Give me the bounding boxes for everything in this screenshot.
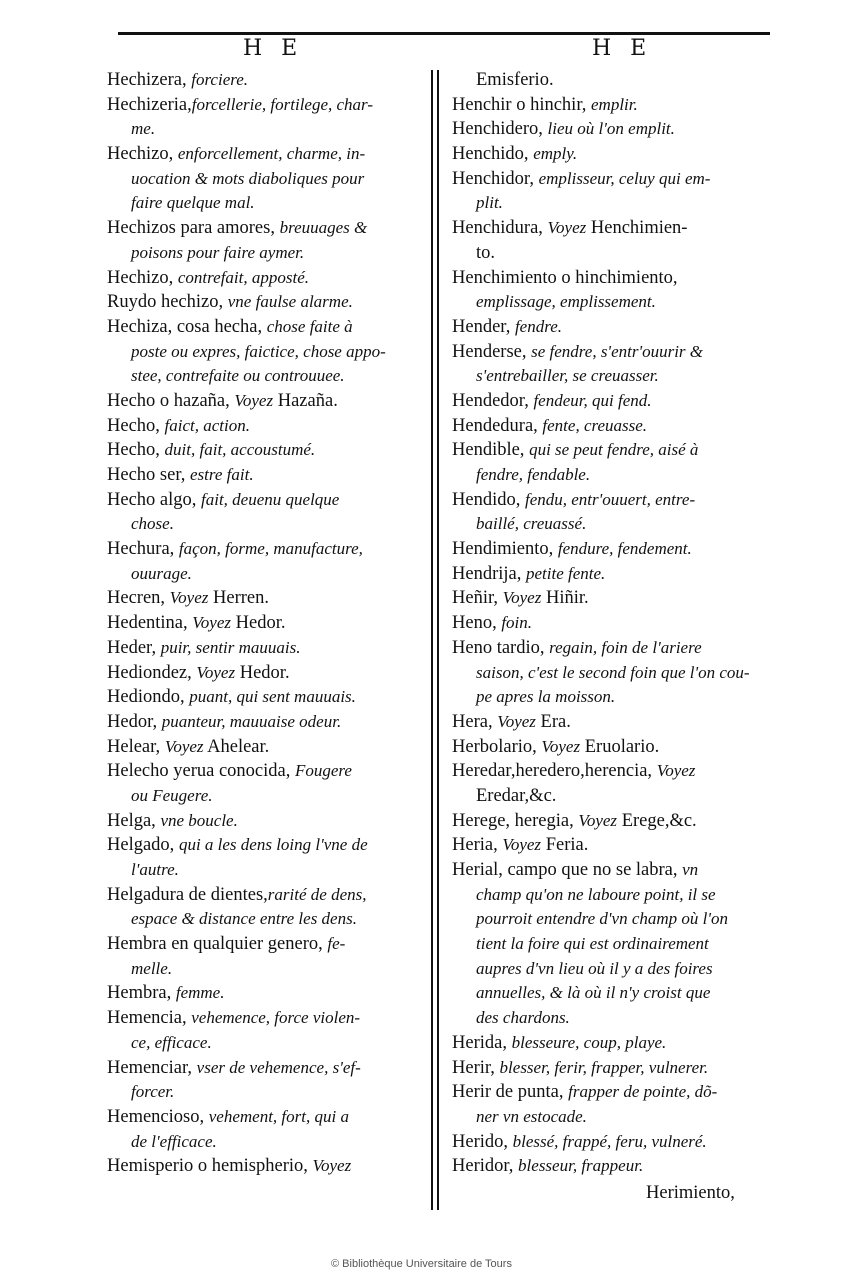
- dictionary-entry: [452, 735, 770, 760]
- dictionary-entry: [452, 488, 770, 513]
- headword: Helecho yerua conocida,: [107, 761, 295, 782]
- dictionary-entry: [107, 611, 425, 636]
- definition: annuelles, & là où il n'y croist que: [476, 983, 711, 1003]
- definition: baillé, creuassé.: [476, 514, 587, 534]
- definition: espace & distance entre les dens.: [131, 909, 357, 929]
- definition: Voyez: [578, 810, 618, 830]
- headword: Helgado,: [107, 835, 179, 856]
- dictionary-entry: [107, 290, 425, 315]
- dictionary-entry: [107, 266, 425, 291]
- headword: Helgadura de dientes,: [107, 884, 268, 905]
- entry-continuation-line: [452, 68, 770, 93]
- dictionary-entry: [452, 858, 770, 883]
- definition: vehement, fort, qui a: [208, 1106, 349, 1126]
- definition: s'entrebailler, se creuasser.: [476, 366, 659, 386]
- running-head-left: H E: [243, 36, 304, 61]
- entry-continuation-line: [452, 463, 770, 488]
- cross-reference: Hazaña.: [273, 390, 338, 411]
- left-column: [107, 68, 425, 1179]
- headword: Henchidero,: [452, 119, 548, 140]
- entry-continuation-line: [107, 117, 425, 142]
- definition: fendre.: [514, 316, 563, 336]
- headword: Hemenciar,: [107, 1057, 197, 1078]
- headword: Hembra en qualquier genero,: [107, 934, 328, 955]
- definition: faire quelque mal.: [131, 193, 255, 213]
- entry-continuation-line: [452, 932, 770, 957]
- dictionary-entry: [107, 463, 425, 488]
- headword: Hecho ser,: [107, 465, 190, 485]
- headword: Hemisperio o hemispherio,: [107, 1156, 313, 1177]
- headword: Hemencia,: [107, 1008, 192, 1029]
- headword: Herbolario,: [452, 736, 542, 757]
- cross-reference: Erege,&c.: [617, 810, 697, 831]
- definition: enforcellement, charme, in-: [177, 144, 366, 164]
- headword: Helear,: [107, 736, 165, 757]
- definition: Voyez: [312, 1156, 352, 1176]
- headword: Heno,: [452, 613, 502, 634]
- definition: puir, sentir mauuais.: [160, 637, 301, 657]
- definition: aupres d'vn lieu où il y a des foires: [476, 958, 713, 978]
- definition: ner vn estocade.: [476, 1106, 587, 1126]
- dictionary-entry: [107, 315, 425, 340]
- definition: vne faulse alarme.: [227, 292, 353, 312]
- entry-continuation-line: [107, 1031, 425, 1056]
- column-divider: [437, 70, 439, 1210]
- dictionary-entry: [452, 833, 770, 858]
- headword: Ruydo hechizo,: [107, 292, 228, 313]
- headword: Henchimiento o hinchimiento,: [452, 267, 678, 288]
- headword: to.: [476, 242, 496, 263]
- dictionary-entry: [452, 438, 770, 463]
- definition: emplir.: [591, 94, 638, 114]
- dictionary-entry: [452, 1080, 770, 1105]
- definition: poste ou expres, faictice, chose appo-: [131, 341, 386, 361]
- dictionary-entry: [107, 216, 425, 241]
- definition: plit.: [476, 193, 503, 213]
- dictionary-entry: [107, 932, 425, 957]
- dictionary-entry: [452, 537, 770, 562]
- entry-continuation-line: [452, 191, 770, 216]
- definition: Voyez: [234, 390, 274, 410]
- definition: vn: [682, 860, 699, 879]
- definition: blesseur, frappeur.: [518, 1156, 644, 1176]
- definition: fendeur, qui fend.: [533, 390, 652, 410]
- catchword: Herimiento,: [646, 1183, 735, 1203]
- dictionary-entry: [452, 636, 770, 661]
- definition: emply.: [533, 144, 578, 164]
- definition: Fougere: [295, 761, 352, 781]
- definition: forcellerie, fortilege, char-: [191, 94, 373, 114]
- dictionary-entry: [107, 1056, 425, 1081]
- dictionary-entry: [107, 661, 425, 686]
- dictionary-entry: [107, 981, 425, 1006]
- dictionary-entry: [452, 389, 770, 414]
- definition: vne boucle.: [160, 810, 238, 830]
- definition: tient la foire qui est ordinairement: [476, 934, 709, 954]
- definition: fendu, entr'ouuert, entre-: [524, 489, 696, 509]
- entry-continuation-line: [107, 340, 425, 365]
- definition: des chardons.: [476, 1008, 570, 1028]
- definition: fait, deuenu quelque: [201, 489, 340, 509]
- dictionary-entry: [107, 537, 425, 562]
- headword: Heridor,: [452, 1156, 519, 1177]
- definition: foin.: [501, 613, 533, 633]
- definition: ouurage.: [131, 563, 192, 583]
- definition: contrefait, apposté.: [177, 267, 309, 287]
- headword: Hemenciosо,: [107, 1106, 209, 1127]
- headword: Hendido,: [452, 489, 525, 510]
- headword: Hedor,: [107, 711, 162, 732]
- cross-reference: Hiñir.: [541, 588, 589, 609]
- entry-continuation-line: [452, 1105, 770, 1130]
- definition: Voyez: [196, 662, 236, 682]
- dictionary-entry: [452, 586, 770, 611]
- headword: Hembra,: [107, 983, 176, 1004]
- cross-reference: Hedor.: [231, 613, 286, 634]
- entry-continuation-line: [107, 1080, 425, 1105]
- cross-reference: Ahelear.: [203, 736, 270, 757]
- headword: Hecho,: [107, 415, 165, 436]
- entry-continuation-line: [107, 957, 425, 982]
- entry-continuation-line: [107, 858, 425, 883]
- definition: fente, creuasse.: [542, 415, 648, 435]
- headword: Henchir o hinchir,: [452, 94, 591, 115]
- entry-continuation-line: [452, 290, 770, 315]
- definition: l'autre.: [131, 860, 179, 879]
- dictionary-entry: [452, 611, 770, 636]
- definition: Voyez: [169, 588, 209, 608]
- dictionary-entry: [107, 685, 425, 710]
- definition: Voyez: [502, 588, 542, 608]
- definition: stee, contrefaite ou controuuee.: [131, 366, 345, 386]
- entry-continuation-line: [452, 1006, 770, 1031]
- dictionary-entry: [107, 710, 425, 735]
- dictionary-entry: [107, 68, 425, 93]
- definition: forcer.: [131, 1082, 175, 1102]
- definition: Voyez: [656, 761, 696, 781]
- definition: uocation & mots diaboliques pour: [131, 168, 365, 188]
- definition: Voyez: [547, 218, 587, 238]
- headword: Hendible,: [452, 440, 530, 461]
- definition: Voyez: [164, 736, 204, 756]
- headword: Hediondez,: [107, 662, 197, 683]
- headword: Herir de punta,: [452, 1082, 569, 1103]
- header-rule: [118, 32, 770, 35]
- definition: Voyez: [541, 736, 581, 756]
- dictionary-entry: [452, 1056, 770, 1081]
- definition: vehemence, force violen-: [191, 1008, 361, 1028]
- headword: Hecho algo,: [107, 489, 202, 510]
- dictionary-entry: [107, 833, 425, 858]
- definition: qui a les dens loing l'vne de: [178, 835, 368, 855]
- headword: Emisferio.: [476, 70, 554, 90]
- headword: Eredar,&c.: [476, 785, 557, 806]
- headword: Helga,: [107, 810, 161, 831]
- headword: Hechizera,: [107, 70, 192, 90]
- entry-continuation-line: [107, 364, 425, 389]
- headword: Henchidor,: [452, 168, 539, 189]
- headword: Heno tardio,: [452, 637, 550, 658]
- dictionary-entry: [107, 586, 425, 611]
- headword: Hendimiento,: [452, 539, 558, 560]
- headword: Heria,: [452, 835, 503, 856]
- definition: emplissage, emplissement.: [476, 292, 656, 312]
- entry-continuation-line: [107, 191, 425, 216]
- headword: Henchido,: [452, 144, 534, 165]
- headword: Heñir,: [452, 588, 503, 609]
- definition: saison, c'est le second foin que l'on cou-: [476, 662, 750, 682]
- dictionary-entry: [107, 438, 425, 463]
- definition: petite fente.: [525, 563, 606, 583]
- headword: Hechizos para amores,: [107, 218, 280, 239]
- dictionary-entry: [452, 414, 770, 439]
- definition: champ qu'on ne laboure point, il se: [476, 884, 716, 904]
- definition: qui se peut fendre, aisé à: [529, 440, 699, 460]
- cross-reference: Feria.: [541, 835, 589, 856]
- entry-continuation-line: [452, 784, 770, 809]
- headword: Hecren,: [107, 588, 170, 609]
- dictionary-entry: [452, 809, 770, 834]
- entry-continuation-line: [452, 957, 770, 982]
- running-head-right: H E: [592, 36, 653, 61]
- definition: blesser, ferir, frapper, vulnerer.: [499, 1057, 709, 1077]
- definition: emplisseur, celuy qui em-: [538, 168, 711, 188]
- headword: Hechizo,: [107, 144, 178, 165]
- definition: pourroit entendre d'vn champ où l'on: [476, 909, 729, 929]
- dictionary-entry: [107, 735, 425, 760]
- dictionary-entry: [107, 883, 425, 908]
- definition: de l'efficace.: [131, 1131, 217, 1151]
- cross-reference: Hedor.: [235, 662, 290, 683]
- entry-continuation-line: [107, 562, 425, 587]
- headword: Hechura,: [107, 539, 179, 560]
- definition: chose.: [131, 514, 174, 534]
- definition: blesseure, coup, playe.: [511, 1032, 667, 1052]
- definition: rarité de dens,: [267, 884, 367, 904]
- entry-continuation-line: [452, 364, 770, 389]
- dictionary-entry: [107, 142, 425, 167]
- definition: lieu où l'on emplit.: [547, 119, 675, 139]
- definition: forciere.: [191, 70, 249, 89]
- dictionary-entry: [452, 1031, 770, 1056]
- dictionary-entry: [452, 142, 770, 167]
- headword: Hecho,: [107, 440, 165, 461]
- headword: Hendrija,: [452, 563, 526, 584]
- entry-continuation-line: [107, 784, 425, 809]
- definition: vser de vehemence, s'ef-: [196, 1057, 361, 1077]
- headword: Herido,: [452, 1131, 513, 1152]
- dictionary-entry: [452, 759, 770, 784]
- dictionary-entry: [452, 710, 770, 735]
- entry-continuation-line: [107, 241, 425, 266]
- headword: Hediondo,: [107, 687, 190, 708]
- headword: Hender,: [452, 316, 515, 337]
- definition: ce, efficace.: [131, 1032, 212, 1052]
- headword: Henderse,: [452, 341, 532, 362]
- headword: Herial, campo que no se labra,: [452, 860, 683, 880]
- dictionary-entry: [107, 414, 425, 439]
- definition: fendure, fendement.: [557, 539, 692, 559]
- dictionary-entry: [452, 315, 770, 340]
- dictionary-entry: [452, 1130, 770, 1155]
- definition: duit, fait, accoustumé.: [164, 440, 316, 460]
- dictionary-entry: [107, 759, 425, 784]
- definition: Voyez: [192, 613, 231, 633]
- definition: femme.: [175, 983, 225, 1003]
- definition: puant, qui sent mauuais.: [189, 687, 356, 707]
- entry-continuation-line: [107, 907, 425, 932]
- definition: façon, forme, manufacture,: [178, 539, 363, 559]
- definition: melle.: [131, 958, 173, 978]
- headword: Herida,: [452, 1032, 512, 1053]
- dictionary-entry: [107, 1154, 425, 1179]
- entry-continuation-line: [452, 241, 770, 266]
- definition: fe-: [327, 934, 346, 954]
- entry-continuation-line: [452, 981, 770, 1006]
- entry-continuation-line: [452, 512, 770, 537]
- copyright-footer: © Bibliothèque Universitaire de Tours: [331, 1258, 512, 1270]
- definition: frapper de pointe, dõ-: [568, 1082, 718, 1102]
- entry-continuation-line: [452, 685, 770, 710]
- definition: pe apres la moisson.: [476, 687, 616, 707]
- definition: breuuages &: [279, 218, 368, 238]
- definition: chose faite à: [266, 316, 353, 336]
- column-divider: [431, 70, 433, 1210]
- definition: regain, foin de l'ariere: [549, 637, 702, 657]
- entry-continuation-line: [452, 661, 770, 686]
- entry-continuation-line: [107, 1130, 425, 1155]
- dictionary-entry: [107, 93, 425, 118]
- headword: Heredar,heredero,herencia,: [452, 761, 657, 782]
- dictionary-entry: [107, 389, 425, 414]
- dictionary-entry: [452, 216, 770, 241]
- definition: me.: [131, 119, 156, 139]
- headword: Herege, heregia,: [452, 810, 579, 831]
- definition: poisons pour faire aymer.: [131, 242, 305, 262]
- headword: Heder,: [107, 637, 161, 658]
- dictionary-entry: [452, 562, 770, 587]
- dictionary-entry: [107, 809, 425, 834]
- headword: Henchidura,: [452, 218, 548, 239]
- definition: faict, action.: [164, 415, 251, 435]
- headword: Herir,: [452, 1057, 500, 1078]
- dictionary-entry: [107, 636, 425, 661]
- definition: Voyez: [502, 835, 542, 855]
- right-column: [452, 68, 770, 1179]
- definition: se fendre, s'entr'ouurir &: [531, 341, 704, 361]
- entry-continuation-line: [107, 512, 425, 537]
- entry-continuation-line: [452, 907, 770, 932]
- dictionary-entry: [452, 167, 770, 192]
- dictionary-entry: [452, 266, 770, 291]
- definition: estre fait.: [190, 465, 254, 484]
- headword: Hechiza, cosa hecha,: [107, 316, 267, 337]
- cross-reference: Era.: [535, 711, 571, 732]
- entry-continuation-line: [107, 167, 425, 192]
- headword: Hedentina,: [107, 613, 193, 634]
- cross-reference: Eruolario.: [580, 736, 660, 757]
- headword: Hera,: [452, 711, 498, 732]
- definition: fendre, fendable.: [476, 465, 591, 484]
- dictionary-entry: [452, 340, 770, 365]
- headword: Hendedura,: [452, 415, 543, 436]
- headword: Hechizo,: [107, 267, 178, 288]
- definition: ou Feugere.: [131, 785, 213, 805]
- headword: Hecho o hazaña,: [107, 390, 235, 411]
- headword: Hechizeria,: [107, 94, 192, 115]
- cross-reference: Herren.: [208, 588, 269, 609]
- definition: Voyez: [497, 711, 536, 731]
- cross-reference: Henchimien-: [586, 218, 688, 239]
- dictionary-entry: [107, 1105, 425, 1130]
- dictionary-entry: [107, 1006, 425, 1031]
- definition: blessé, frappé, feru, vulneré.: [512, 1131, 707, 1151]
- dictionary-entry: [452, 1154, 770, 1179]
- headword: Hendedor,: [452, 390, 534, 411]
- dictionary-entry: [452, 117, 770, 142]
- dictionary-entry: [107, 488, 425, 513]
- dictionary-entry: [452, 93, 770, 118]
- definition: puanteur, mauuaise odeur.: [161, 711, 342, 731]
- entry-continuation-line: [452, 883, 770, 908]
